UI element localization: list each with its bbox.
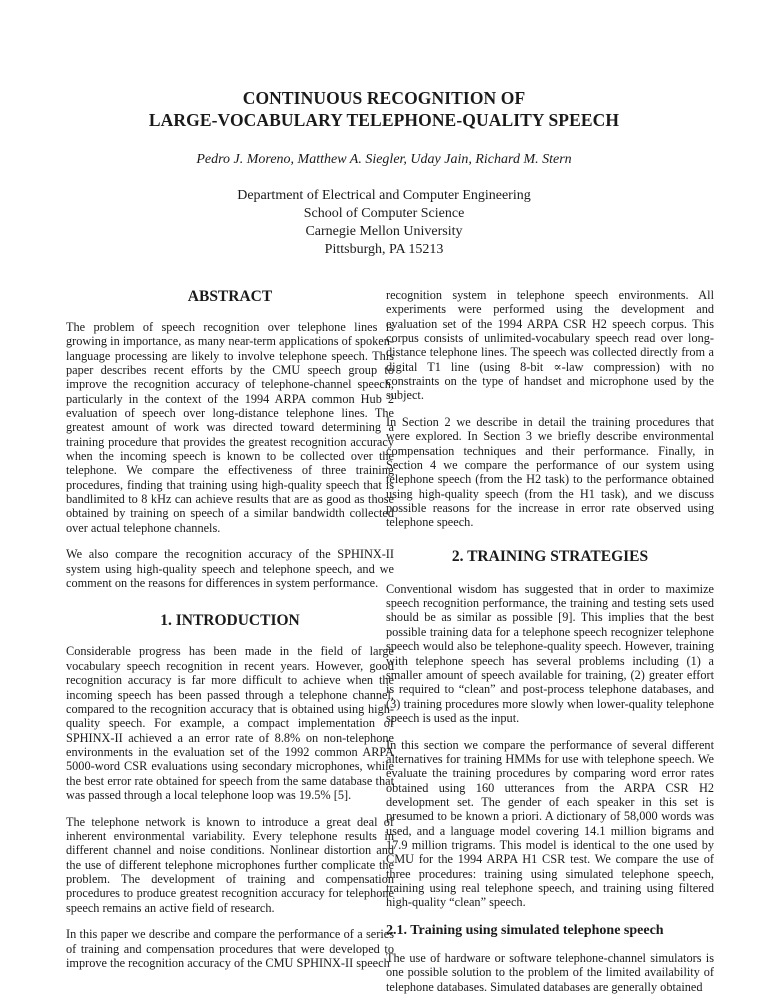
affiliation-line: Pittsburgh, PA 15213: [324, 242, 444, 257]
title-line-1: CONTINUOUS RECOGNITION OF: [242, 88, 526, 108]
affiliation-block: [0, 187, 768, 259]
training-paragraph: In this section we compare the performance of several different alternatives for training HMMs for use with telephone speech. We evaluate the training procedures by comparing word error rates obtained using 160 utterances from the ARPA CSR H2 development set. The gender of each speaker in this set is presumed to be known a priori. A dictionary of 58,000 words was used, and a language model covering 14.1 million bigrams and 17.9 million trigrams. This model is identical to the one used by CMU for the 1994 ARPA H1 CSR test. We compare the use of three procedures: training using simulated telephone speech, training using real telephone speech, and training using filtered high-quality “clean” speech.: [386, 737, 714, 910]
introduction-heading: 1. INTRODUCTION: [160, 612, 300, 630]
simulated-telephone-heading: 2.1. Training using simulated telephone speech: [386, 922, 664, 938]
training-strategies-heading: 2. TRAINING STRATEGIES: [451, 547, 649, 565]
affiliation-line: Carnegie Mellon University: [305, 224, 463, 239]
introduction-paragraph: In Section 2 we describe in detail the training procedures that were explored. In Section 3 we briefly describe environmental compensation techniques and their performance. Finally, in Section 4 we compare the performance of our system using telephone speech (from the H2 task) to the performance obtained using high-quality speech (from the H1 task), and we discuss possible reasons for the increase in error rate observed using telephone speech.: [386, 415, 714, 530]
paper-title: [0, 87, 768, 131]
author-list: Pedro J. Moreno, Matthew A. Siegler, Uday Jain, Richard M. Stern: [196, 152, 572, 167]
left-column: [66, 288, 394, 983]
right-column: [386, 288, 714, 1006]
training-paragraph: Conventional wisdom has suggested that in order to maximize speech recognition performance, the training and testing sets used should be as similar as possible [9]. This implies that the best possible training data for a telephone speech recognizer telephone speech would also be telephone-quality speech. However, training with telephone speech has several problems including (1) a smaller amount of speech available for training, (2) greater effort is required to “clean” and post-process telephone databases, and (3) training procedures more slowly when lower-quality telephone speech is used as the input.: [386, 581, 714, 725]
introduction-paragraph: recognition system in telephone speech environments. All experiments were performed using the development and evaluation set of the 1994 ARPA CSR H2 speech corpus. This corpus consists of unlimited-vocabulary speech read over long-distance telephone lines. The speech was collected directly from a digital T1 line (using 8-bit ∝-law compression) with no constraints on the type of handset and microphone used by the subject.: [386, 288, 714, 403]
affiliation-line: School of Computer Science: [303, 206, 465, 221]
introduction-paragraph: Considerable progress has been made in the field of large vocabulary speech recognition in recent years. However, good recognition accuracy is far more difficult to achieve when the incoming speech has been passed through a telephone channel, compared to the recognition accuracy that is obtained using high-quality speech. For example, a compact implementation of SPHINX-II achieved a an error rate of 8.8% on non-telephone environments in the evaluation set of the 1992 common ARPA 5000-word CSR evaluations using secondary microphones, while the best error rate obtained for speech from the same database that was passed through a local telephone loop was 19.5% [5].: [66, 644, 394, 802]
title-line-2: LARGE-VOCABULARY TELEPHONE-QUALITY SPEECH: [148, 110, 620, 130]
abstract-paragraph: We also compare the recognition accuracy of the SPHINX-II system using high-quality speech and telephone speech, and we comment on the reasons for differences in system performance.: [66, 547, 394, 591]
affiliation-line: Department of Electrical and Computer Engineering: [237, 188, 531, 203]
simulated-telephone-paragraph: The use of hardware or software telephone-channel simulators is one possible solution to the problem of the limited availability of telephone databases. Simulated databases are generally obtained: [386, 950, 714, 994]
introduction-paragraph: In this paper we describe and compare the performance of a series of training and compensation procedures that were developed to improve the recognition accuracy of the CMU SPHINX-II speech: [66, 927, 394, 970]
abstract-paragraph: The problem of speech recognition over telephone lines is growing in importance, as many near-term applications of spoken-language processing are likely to involve telephone speech. This paper describes recent efforts by the CMU speech group to improve the recognition accuracy of telephone-channel speech, particularly in the context of the 1994 ARPA common Hub 2 evaluation of speech over long-distance telephone lines. The greatest amount of work was directed toward determining a training procedure that provides the greatest recognition accuracy when the incoming speech is known to be collected over the telephone. We compare the effectiveness of three training procedures, finding that training using high-quality speech that is bandlimited to 8 kHz can achieve results that are as good as those obtained by training on speech of a similar bandwidth collected over actual telephone channels.: [66, 320, 394, 535]
abstract-heading: ABSTRACT: [187, 288, 273, 305]
introduction-paragraph: The telephone network is known to introduce a great deal of inherent environmental variability. Every telephone results in different channel and noise conditions. Nonlinear distortion and the use of different telephone microphones further complicate the problem. The development of training and compensation procedures to produce greatest recognition accuracy for telephone speech remains an active field of research.: [66, 814, 394, 915]
